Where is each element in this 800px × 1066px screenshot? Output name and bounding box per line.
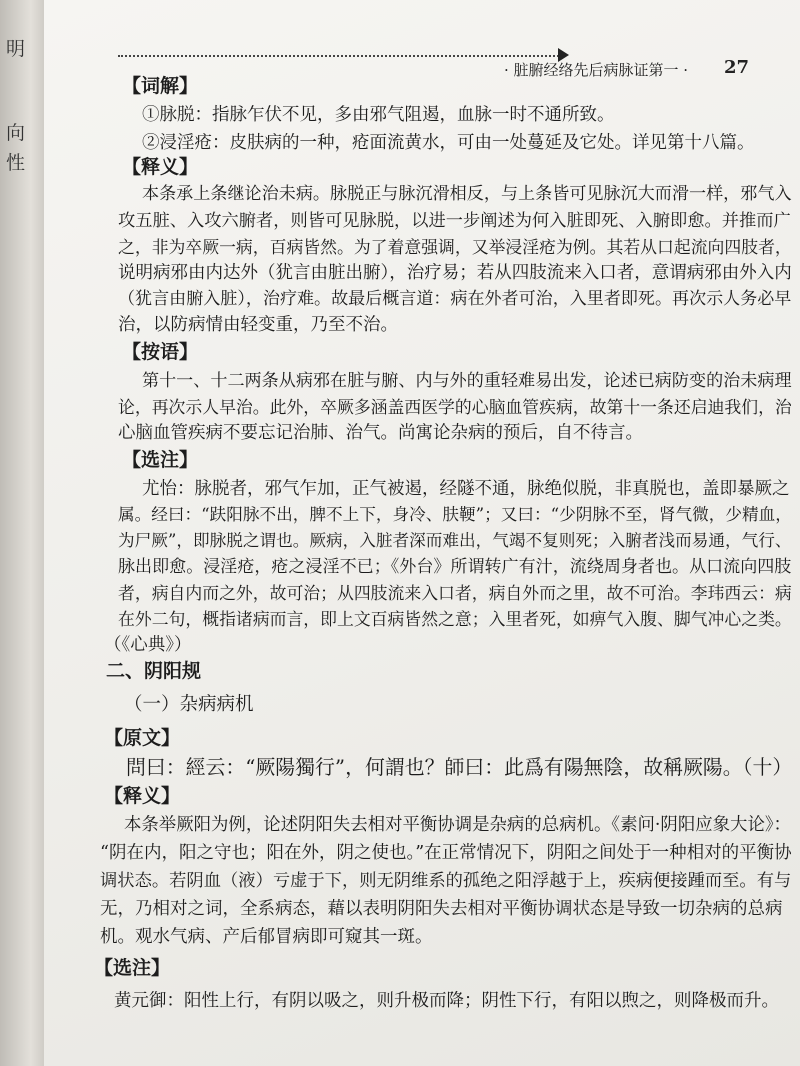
text-line: 论，再次示人早治。此外，卒厥多涵盖西医学的心脑血管疾病，故第十一条还启迪我们，治 xyxy=(118,397,792,417)
text-line: 之，非为卒厥一病，百病皆然。为了着意强调，又举浸淫疮为例。其若从口起流向四肢者， xyxy=(118,237,792,257)
heading-cijie: 【词解】 xyxy=(122,75,199,97)
text-line: 说明病邪由内达外（犹言由脏出腑），治疗易；若从四肢流来入口者，意谓病邪由外入内 xyxy=(118,263,792,283)
section-title: 二、阴阳规 xyxy=(106,660,202,682)
edge-char: 明 xyxy=(6,38,26,60)
text-line: 无，乃相对之词，全系病态，藉以表明阴阳失去相对平衡协调状态是导致一切杂病的总病 xyxy=(100,899,783,919)
page-number: 27 xyxy=(724,57,750,78)
heading-xuanzhu: 【选注】 xyxy=(122,449,199,471)
heading-shiyi: 【释义】 xyxy=(122,156,199,178)
text-line: 治，以防病情由轻变重，乃至不治。 xyxy=(118,315,398,335)
text-line: 脉出即愈。浸淫疮，疮之浸淫不已；《外台》所谓转广有汁，流绕周身者也。从口流向四肢 xyxy=(118,557,792,577)
text-line: 者，病自内而之外，故可治；从四肢流来入口者，病自外而之里，故不可治。李玮西云：病 xyxy=(118,583,792,603)
text-line: ②浸淫疮：皮肤病的一种，疮面流黄水，可由一处蔓延及它处。详见第十八篇。 xyxy=(142,133,755,153)
text-line: ①脉脱：指脉乍伏不见，多由邪气阻遏，血脉一时不通所致。 xyxy=(142,105,615,125)
text-line: 机。观水气病、产后郁冒病即可窥其一斑。 xyxy=(100,927,433,947)
page-body xyxy=(44,0,800,1066)
heading-yuanwen: 【原文】 xyxy=(104,727,181,749)
text-line: （《心典》） xyxy=(104,635,192,655)
running-title: · 脏腑经络先后病脉证第一 · xyxy=(504,61,689,79)
edge-char: 向 xyxy=(6,122,26,144)
text-line: 调状态。若阴血（液）亏虚于下，则无阴维系的孤绝之阳浮越于上，疾病便接踵而至。有与 xyxy=(100,871,792,891)
text-line: 心脑血管疾病不要忘记治肺、治气。尚寓论杂病的预后，自不待言。 xyxy=(118,423,643,443)
text-line: 黄元御：阳性上行，有阴以吸之，则升极而降；阴性下行，有阳以煦之，则降极而升。 xyxy=(114,991,779,1011)
heading-anyu: 【按语】 xyxy=(122,341,199,363)
heading-shiyi: 【释义】 xyxy=(104,785,181,807)
text-line: 攻五脏、入攻六腑者，则皆可见脉脱，以进一步阐述为何入脏即死、入腑即愈。并推而广 xyxy=(118,211,791,231)
text-line: “阴在内，阳之守也；阳在外，阴之使也。”在正常情况下，阴阳之间处于一种相对的平衡协 xyxy=(100,843,792,863)
adjacent-page-edge xyxy=(0,0,44,1066)
text-line: 为尸厥”，即脉脱之谓也。厥病，入脏者深而难出，气竭不复则死；入腑者浅而易通，气行、 xyxy=(118,531,792,550)
heading-xuanzhu: 【选注】 xyxy=(94,957,171,979)
text-line: 在外二句，概指诸病而言，即上文百病皆然之意；入里者死，如痹气入腹、脚气冲心之类。 xyxy=(118,609,792,629)
original-text-line: 問曰：經云：“厥陽獨行”，何謂也？師曰：此爲有陽無陰，故稱厥陽。（十） xyxy=(126,756,793,779)
text-line: （犹言由腑入脏），治疗难。故最后概言道：病在外者可治，入里者即死。再次示人务必早 xyxy=(118,289,792,309)
text-line: 第十一、十二两条从病邪在脏与腑、内与外的重轻难易出发，论述已病防变的治未病理 xyxy=(142,371,792,391)
edge-char: 性 xyxy=(6,152,26,174)
text-line: 本条举厥阳为例，论述阴阳失去相对平衡协调是杂病的总病机。《素问·阴阳应象大论》： xyxy=(124,815,791,835)
text-line: 属。经曰：“趺阳脉不出，脾不上下，身冷、肤鞕”；又曰：“少阴脉不至，肾气微，少精血， xyxy=(118,505,792,524)
book-page xyxy=(44,0,800,1066)
section-subtitle: （一）杂病病机 xyxy=(124,694,254,715)
text-line: 本条承上条继论治未病。脉脱正与脉沉滑相反，与上条皆可见脉沉大而滑一样，邪气入 xyxy=(142,184,792,204)
text-line: 尤怡：脉脱者，邪气乍加，正气被遏，经隧不通，脉绝似脱，非真脱也，盖即暴厥之 xyxy=(142,479,790,499)
